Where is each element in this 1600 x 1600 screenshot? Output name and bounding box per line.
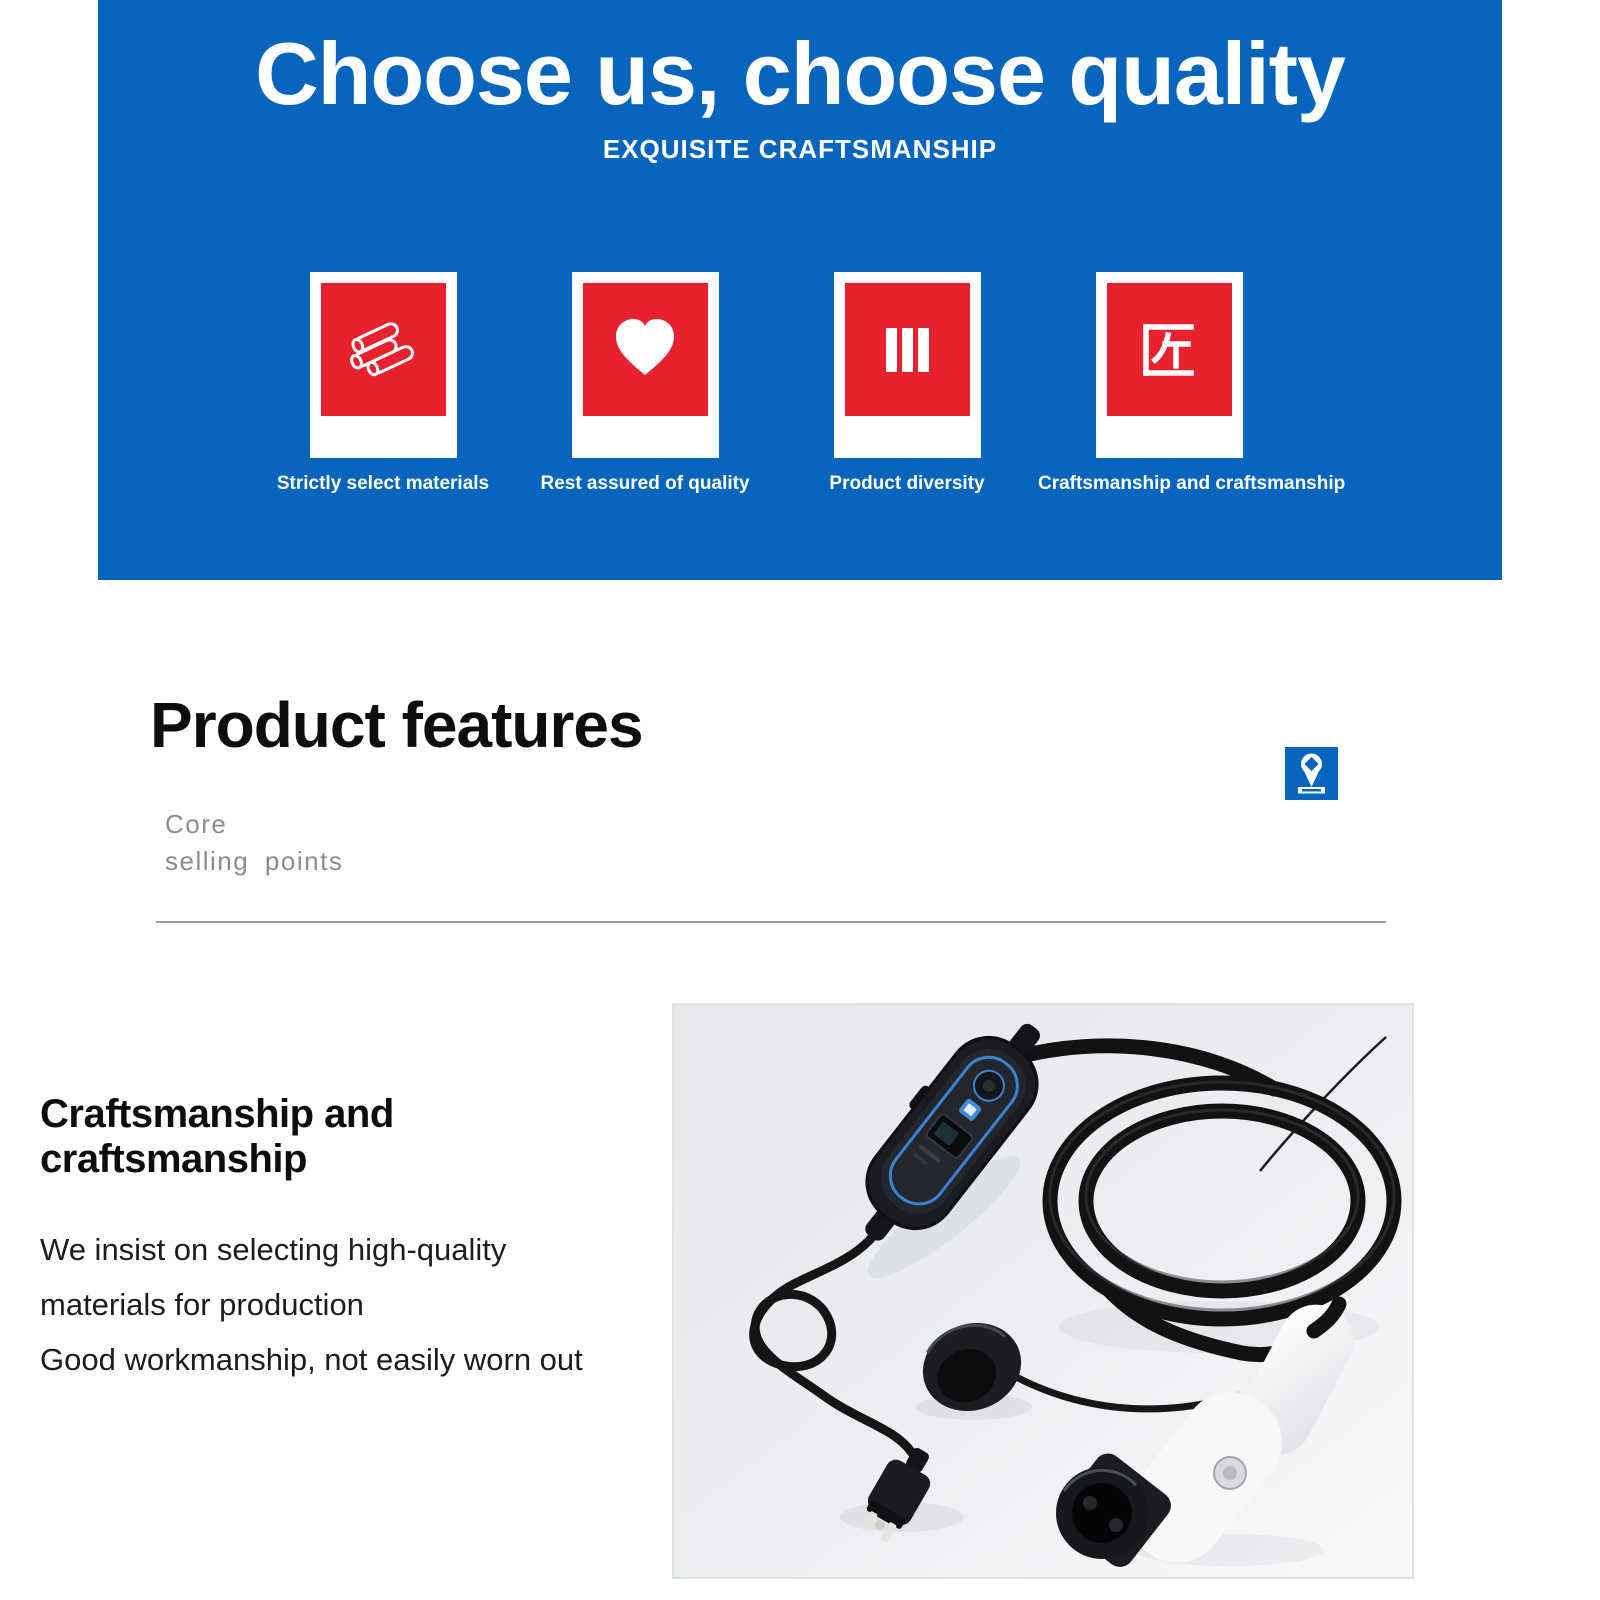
card-label: Strictly select materials <box>276 473 490 494</box>
card-label: Product diversity <box>829 473 985 494</box>
section-divider <box>156 921 1386 923</box>
eyebrow-line-1: Core <box>165 809 228 839</box>
value-card-cell <box>1038 272 1300 458</box>
card-icon-box <box>845 283 970 416</box>
feature-body-line: We insist on selecting high-quality <box>40 1232 507 1267</box>
feature-body-line: materials for production <box>40 1287 364 1322</box>
product-photo <box>672 1003 1414 1579</box>
value-card-materials <box>310 272 457 458</box>
card-label: Rest assured of quality <box>540 473 750 494</box>
value-card-craftsmanship <box>1096 272 1243 458</box>
card-icon-box <box>1107 283 1232 416</box>
card-label: Craftsmanship and craftsmanship <box>1038 473 1346 494</box>
card-icon-box <box>583 283 708 416</box>
page-title: Product features <box>150 689 643 761</box>
ev-charger-illustration <box>674 1005 1412 1577</box>
map-pin-stamp-icon <box>1285 747 1338 800</box>
eyebrow-text <box>165 806 343 880</box>
value-card-quality <box>572 272 719 458</box>
feature-text-block <box>40 1092 670 1387</box>
marker-badge <box>1285 747 1338 800</box>
eyebrow-line-2: selling points <box>165 846 344 876</box>
value-card-cell <box>776 272 1038 458</box>
card-icon-box <box>321 283 446 416</box>
feature-heading: Craftsmanship and craftsmanship <box>40 1092 394 1181</box>
value-card-labels-row <box>252 473 1346 495</box>
feature-body-line: Good workmanship, not easily worn out <box>40 1342 583 1377</box>
feature-body <box>40 1222 670 1387</box>
value-card-diversity <box>834 272 981 458</box>
banner <box>98 0 1502 580</box>
pipes-icon <box>345 312 421 388</box>
craftsman-icon <box>1131 312 1207 388</box>
value-card-cell <box>514 272 776 458</box>
bars-icon <box>869 312 945 388</box>
value-cards-row <box>252 272 1300 458</box>
banner-title: Choose us, choose quality <box>255 24 1345 123</box>
value-card-cell <box>252 272 514 458</box>
heart-icon <box>607 312 683 388</box>
banner-subtitle: EXQUISITE CRAFTSMANSHIP <box>602 134 998 165</box>
